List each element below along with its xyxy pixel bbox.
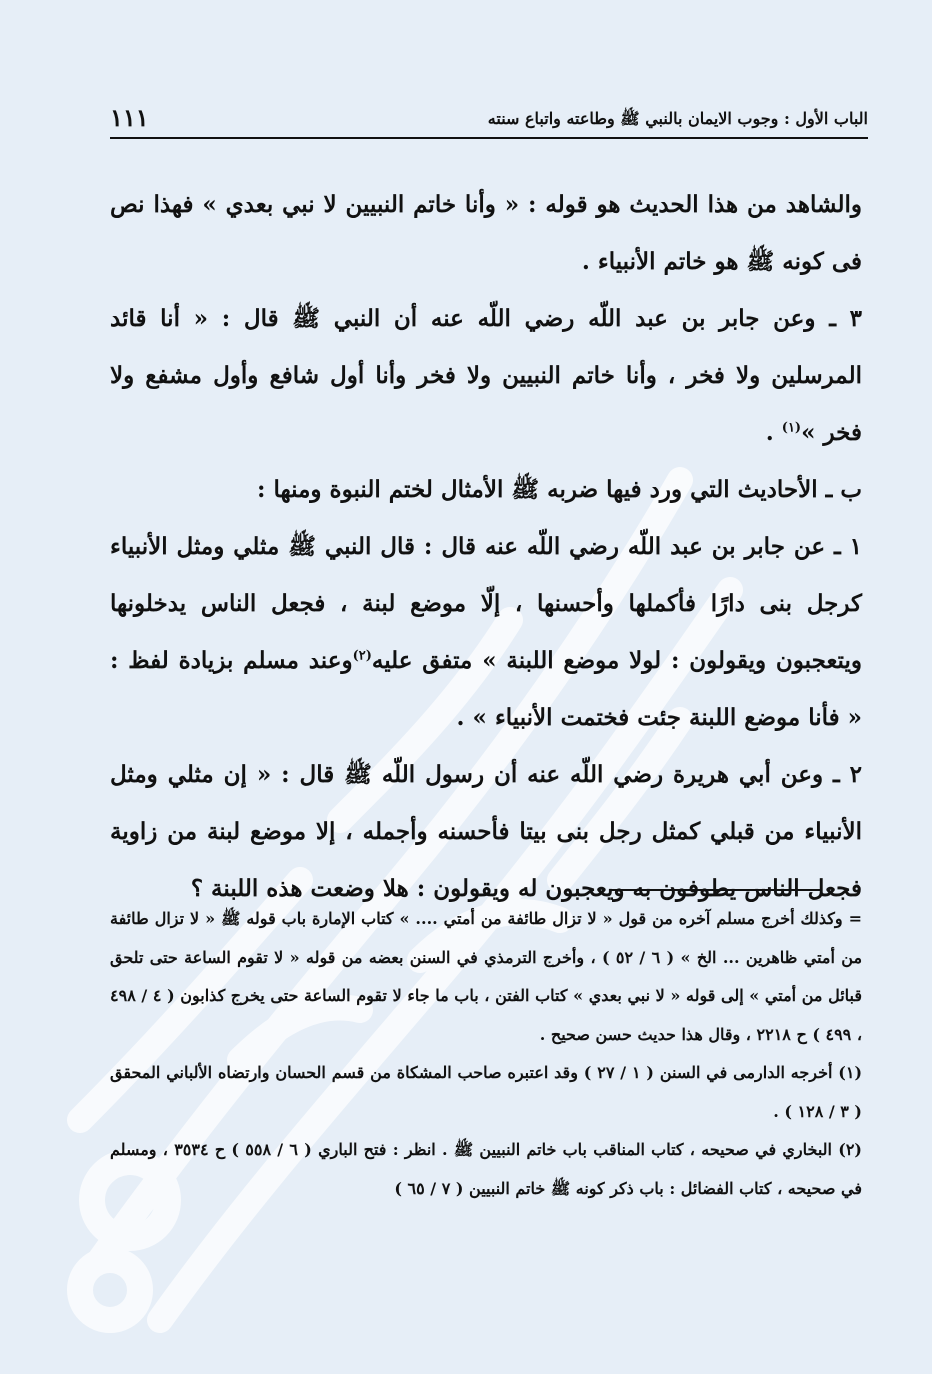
footnote-ref: (٢) bbox=[352, 648, 372, 664]
paragraph-text: ٣ ـ وعن جابر بن عبد اللّه رضي اللّه عنه أن النبي ﷺ قال : « أنا قائد المرسلين ولا فخر ، وأنا خاتم النبيين ولا فخر وأنا أول شافع وأول مشفع ولا فخر » bbox=[110, 305, 862, 446]
paragraph: ٢ ـ وعن أبي هريرة رضي اللّه عنه أن رسول اللّه ﷺ قال : « إن مثلي ومثل الأنبياء من قبلي كمثل رجل بنى بيتا فأحسنه وأجمله ، إلا موضع لبنة من زاوية فجعل الناس يطوفون به ويعجبون له ويقولون : هلا وضعت هذه اللبنة ؟ bbox=[110, 761, 862, 902]
header-divider bbox=[110, 137, 868, 139]
paragraph: والشاهد من هذا الحديث هو قوله : « وأنا خاتم النبيين لا نبي بعدي » فهذا نص فى كونه ﷺ هو خاتم الأنبياء . bbox=[110, 191, 862, 275]
footnote-ref: (١) bbox=[781, 420, 802, 436]
main-text bbox=[110, 176, 862, 917]
footnote-continuation: = وكذلك أخرج مسلم آخره من قول « لا تزال طائفة من أمتي .... » كتاب الإمارة باب قوله ﷺ « لا تزال طائفة من أمتي ظاهرين ... الخ » ( ٦ / ٥٢ ) ، وأخرج الترمذي في السنن بعضه من قوله « لا تقوم الساعة حتى تلحق قبائل من أمتي » إلى قوله « لا نبي بعدي » كتاب الفتن ، باب ما جاء لا تقوم الساعة حتى يخرج كذابون ( ٤ / ٤٩٨ ، ٤٩٩ ) ح ٢٢١٨ ، وقال هذا حديث حسن صحيح . bbox=[110, 909, 863, 1044]
footnote-2: (٢) البخاري في صحيحه ، كتاب المناقب باب خاتم النبيين ﷺ . انظر : فتح الباري ( ٦ / ٥٥٨ ) ح ٣٥٣٤ ، ومسلم في صحيحه ، كتاب الفضائل : باب ذكر كونه ﷺ خاتم النبيين ( ٧ / ٦٥ ) bbox=[110, 1140, 862, 1198]
chapter-title: الباب الأول : وجوب الايمان بالنبي ﷺ وطاعته واتباع سنته bbox=[487, 109, 868, 128]
paragraph-text: . bbox=[765, 419, 782, 446]
paragraph bbox=[110, 290, 862, 461]
running-header bbox=[110, 102, 868, 132]
footnotes bbox=[110, 900, 862, 1208]
paragraph: ب ـ الأحاديث التي ورد فيها ضربه ﷺ الأمثال لختم النبوة ومنها : bbox=[257, 476, 862, 503]
footnote-divider bbox=[610, 889, 822, 891]
paragraph bbox=[110, 518, 862, 746]
paragraph-text: وعند مسلم بزيادة لفظ : « فأنا موضع اللبنة جئت فختمت الأنبياء » . bbox=[110, 647, 862, 731]
footnote-1: (١) أخرجه الدارمى في السنن ( ١ / ٢٧ ) وقد اعتبره صاحب المشكاة من قسم الحسان وارتضاه الألباني المحقق ( ٣ / ١٢٨ ) . bbox=[110, 1063, 863, 1121]
paragraph-text: ١ ـ عن جابر بن عبد اللّه رضي اللّه عنه قال : قال النبي ﷺ مثلي ومثل الأنبياء كرجل بنى دارًا فأكملها وأحسنها ، إلّا موضع لبنة ، فجعل الناس يدخلونها ويتعجبون ويقولون : لولا موضع اللبنة » متفق عليه bbox=[110, 533, 862, 674]
page-number: ١١١ bbox=[110, 103, 149, 132]
